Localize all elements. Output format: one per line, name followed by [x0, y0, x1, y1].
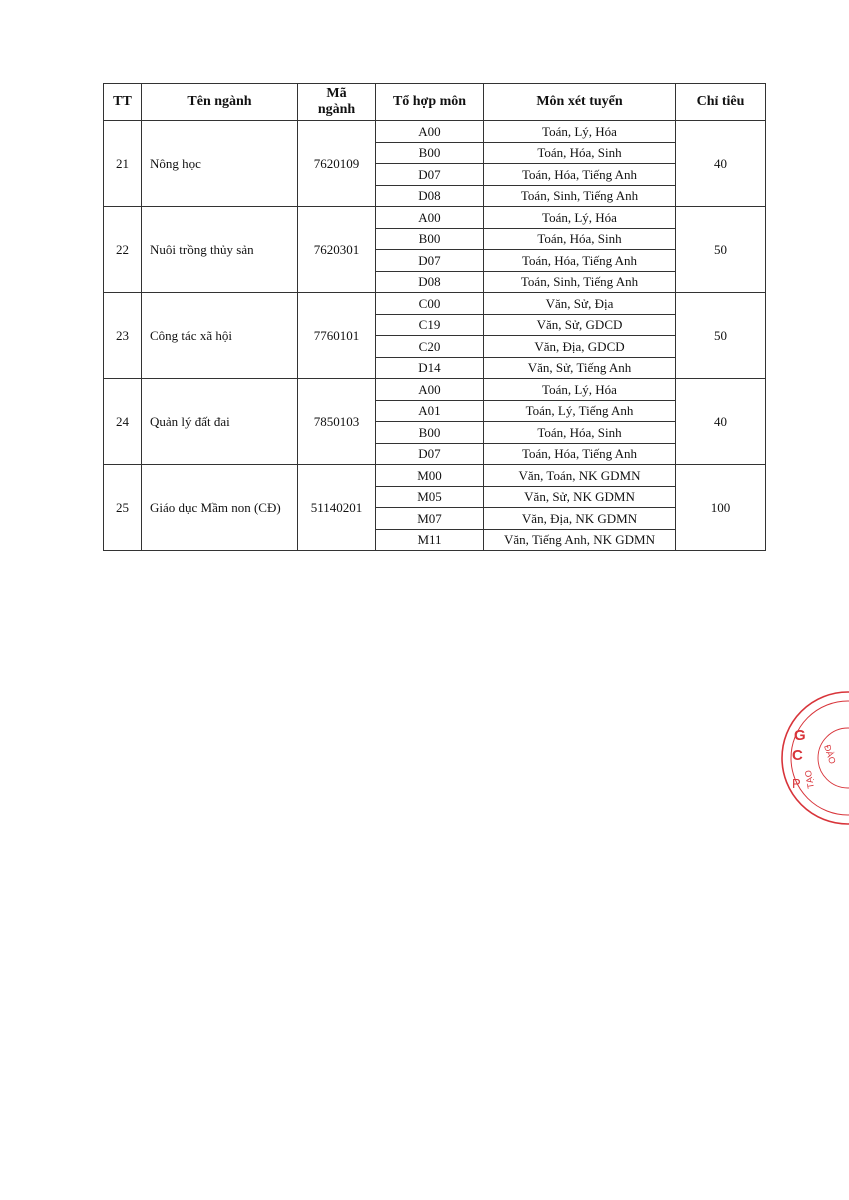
header-ma-nganh-line2: ngành: [317, 102, 356, 117]
program-tt: 21: [104, 121, 142, 207]
program-tt: 23: [104, 293, 142, 379]
table-row: [104, 379, 766, 401]
combo-subjects: Văn, Địa, NK GDMN: [484, 508, 676, 530]
table-body: [104, 121, 766, 551]
program-code: 51140201: [298, 465, 376, 551]
program-name: Giáo dục Mầm non (CĐ): [142, 465, 298, 551]
program-name: Nông học: [142, 121, 298, 207]
program-code: 7620109: [298, 121, 376, 207]
combo-subjects: Toán, Lý, Hóa: [484, 379, 676, 401]
program-tt: 22: [104, 207, 142, 293]
program-tt: 24: [104, 379, 142, 465]
table-row: [104, 207, 766, 229]
combo-subjects: Toán, Lý, Tiếng Anh: [484, 400, 676, 422]
combo-subjects: Văn, Toán, NK GDMN: [484, 465, 676, 487]
combo-code: A01: [376, 400, 484, 422]
svg-text:ĐÀO: ĐÀO: [822, 743, 838, 766]
program-tt: 25: [104, 465, 142, 551]
header-ma-nganh: [298, 84, 376, 121]
combo-code: D07: [376, 164, 484, 186]
combo-code: D08: [376, 185, 484, 207]
program-code: 7760101: [298, 293, 376, 379]
header-ten-nganh: Tên ngành: [142, 84, 298, 121]
combo-code: D08: [376, 271, 484, 293]
combo-code: M05: [376, 486, 484, 508]
combo-code: A00: [376, 121, 484, 143]
combo-code: D07: [376, 443, 484, 465]
combo-code: B00: [376, 422, 484, 444]
header-mon-xet-tuyen: Môn xét tuyển: [484, 84, 676, 121]
program-code: 7850103: [298, 379, 376, 465]
admissions-table: [103, 83, 766, 551]
combo-subjects: Toán, Sinh, Tiếng Anh: [484, 185, 676, 207]
combo-subjects: Toán, Hóa, Tiếng Anh: [484, 250, 676, 272]
combo-code: A00: [376, 207, 484, 229]
table-row: [104, 465, 766, 487]
combo-subjects: Văn, Sử, NK GDMN: [484, 486, 676, 508]
svg-text:P: P: [792, 776, 801, 791]
combo-subjects: Văn, Sử, GDCD: [484, 314, 676, 336]
svg-text:C: C: [792, 747, 803, 764]
combo-subjects: Văn, Sử, Địa: [484, 293, 676, 315]
combo-code: D14: [376, 357, 484, 379]
svg-text:G: G: [794, 727, 806, 744]
combo-subjects: Văn, Sử, Tiếng Anh: [484, 357, 676, 379]
combo-subjects: Toán, Hóa, Tiếng Anh: [484, 164, 676, 186]
combo-subjects: Toán, Lý, Hóa: [484, 121, 676, 143]
svg-text:TẠO: TẠO: [802, 769, 816, 790]
program-name: Quản lý đất đai: [142, 379, 298, 465]
header-to-hop-mon: Tổ hợp môn: [376, 84, 484, 121]
combo-code: M11: [376, 529, 484, 551]
combo-subjects: Toán, Lý, Hóa: [484, 207, 676, 229]
program-quota: 40: [676, 121, 766, 207]
program-name: Nuôi trồng thủy sản: [142, 207, 298, 293]
program-quota: 50: [676, 293, 766, 379]
combo-code: A00: [376, 379, 484, 401]
program-code: 7620301: [298, 207, 376, 293]
combo-code: B00: [376, 142, 484, 164]
combo-subjects: Toán, Hóa, Sinh: [484, 228, 676, 250]
program-quota: 100: [676, 465, 766, 551]
combo-subjects: Toán, Sinh, Tiếng Anh: [484, 271, 676, 293]
combo-code: C20: [376, 336, 484, 358]
header-ma-nganh-line1: Mã: [326, 86, 347, 101]
program-quota: 50: [676, 207, 766, 293]
combo-subjects: Toán, Hóa, Tiếng Anh: [484, 443, 676, 465]
header-tt: TT: [104, 84, 142, 121]
header-chi-tieu: Chỉ tiêu: [676, 84, 766, 121]
combo-code: M00: [376, 465, 484, 487]
combo-subjects: Toán, Hóa, Sinh: [484, 142, 676, 164]
red-seal-stamp: [778, 688, 849, 828]
combo-subjects: Văn, Tiếng Anh, NK GDMN: [484, 529, 676, 551]
combo-subjects: Toán, Hóa, Sinh: [484, 422, 676, 444]
combo-code: C00: [376, 293, 484, 315]
combo-code: M07: [376, 508, 484, 530]
program-quota: 40: [676, 379, 766, 465]
table-header-row: [104, 84, 766, 121]
program-name: Công tác xã hội: [142, 293, 298, 379]
table-row: [104, 293, 766, 315]
combo-code: D07: [376, 250, 484, 272]
combo-subjects: Văn, Địa, GDCD: [484, 336, 676, 358]
table-row: [104, 121, 766, 143]
combo-code: C19: [376, 314, 484, 336]
combo-code: B00: [376, 228, 484, 250]
